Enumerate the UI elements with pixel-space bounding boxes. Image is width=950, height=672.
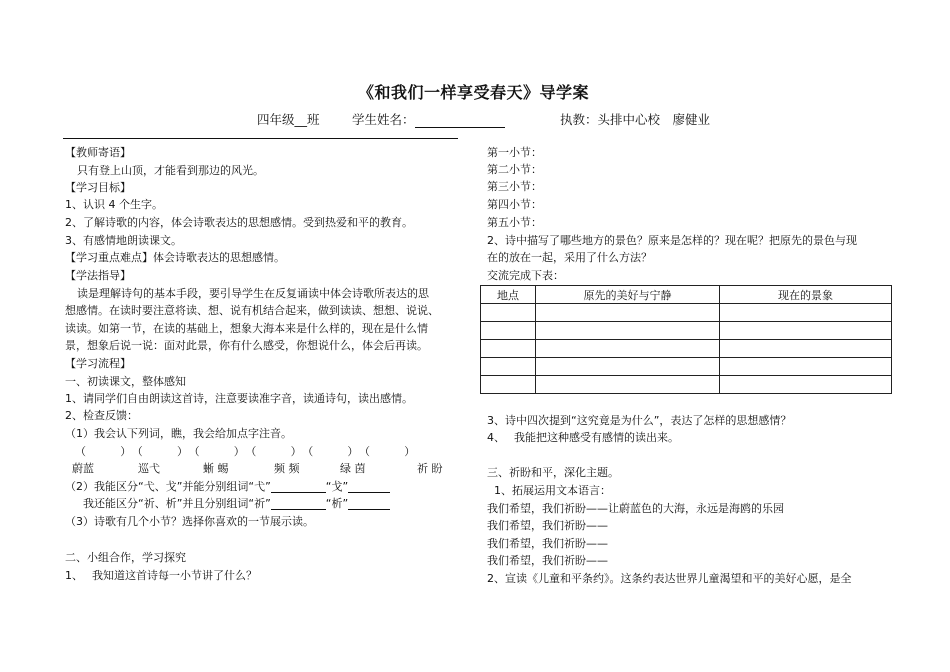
answer-blank[interactable]	[348, 498, 390, 510]
table-cell[interactable]	[536, 340, 720, 358]
pinyin-blanks[interactable]: （ ） （ ） （ ） （ ） （ ） （ ）	[75, 445, 416, 458]
section-summary-label: 第五小节：	[487, 216, 542, 229]
table-cell[interactable]	[536, 322, 720, 340]
hope-line: 我们希望，我们祈盼——	[487, 554, 608, 567]
question-2-line: 2、诗中描写了哪些地方的景色？原来是怎样的？现在呢？把原先的景色与现	[487, 234, 857, 247]
goals-heading: 【学习目标】	[65, 181, 131, 194]
table-cell[interactable]	[481, 358, 536, 376]
table-cell[interactable]	[536, 304, 720, 322]
answer-blank[interactable]	[348, 481, 390, 493]
table-cell[interactable]	[481, 340, 536, 358]
section-summary-label: 第二小节：	[487, 163, 542, 176]
vocab-word: 祈 盼	[417, 462, 443, 475]
table-instruction: 交流完成下表：	[487, 269, 564, 282]
section-summary-label: 第四小节：	[487, 198, 542, 211]
goal-item: 3、有感情地朗读课文。	[65, 234, 182, 247]
table-header-row	[481, 286, 892, 304]
vocab-word: 蜥 蜴	[203, 462, 229, 475]
table-row[interactable]	[481, 358, 892, 376]
method-line: 读是理解诗句的基本手段，要引导学生在反复诵读中体会诗歌所表达的思	[77, 287, 429, 300]
method-line: 读读。如第一节，在读的基础上，想象大海本来是什么样的，现在是什么情	[65, 322, 428, 335]
section-2-heading: 二、小组合作，学习探究	[65, 551, 186, 564]
section-summary-label: 第三小节：	[487, 180, 542, 193]
section-1-heading: 一、初读课文，整体感知	[65, 375, 186, 388]
pinyin-instruction: （1）我会认下列词，瞧，我会给加点字注音。	[65, 427, 292, 440]
distinguish-line-2: 我还能区分“祈、析”并且分别组词“祈” “析”	[83, 497, 390, 510]
table-cell[interactable]	[720, 340, 892, 358]
student-name-blank[interactable]	[415, 116, 505, 128]
scenery-table	[480, 285, 892, 394]
table-cell[interactable]	[720, 358, 892, 376]
distinguish-line-1: （2）我能区分“弋、戈”并能分别组词“弋” “戈”	[65, 480, 390, 493]
section-2-question-1: 1、 我知道这首诗每一小节讲了什么？	[65, 569, 257, 582]
hope-line: 我们希望，我们祈盼——让蔚蓝色的大海，永远是海鸥的乐园	[487, 502, 784, 515]
answer-blank[interactable]	[271, 498, 326, 510]
table-header: 现在的景象	[720, 286, 892, 304]
table-cell[interactable]	[536, 358, 720, 376]
table-row[interactable]	[481, 304, 892, 322]
table-row[interactable]	[481, 376, 892, 394]
page-title: 《和我们一样享受春天》导学案	[358, 83, 590, 102]
section-1-item: 1、请同学们自由朗读这首诗，注意要读准字音，读通诗句，读出感情。	[65, 392, 413, 405]
section-summary-label: 第一小节：	[487, 146, 542, 159]
teacher-message-heading: 【教师寄语】	[65, 146, 131, 159]
question-2-line: 在的放在一起，采用了什么方法？	[487, 251, 652, 264]
teacher-info: 执教：头排中心校 廖健业	[560, 112, 711, 127]
method-line: 景，想象后说一说：面对此景，你有什么感受，你想说什么，体会后再读。	[65, 339, 428, 352]
section-3-subheading: 1、拓展运用文本语言：	[494, 484, 611, 497]
question-sections: （3）诗歌有几个小节？选择你喜欢的一节展示读。	[65, 515, 314, 528]
table-row[interactable]	[481, 322, 892, 340]
method-line: 想感情。在读时要注意将读、想、说有机结合起来，做到读读、想想、说说、	[65, 304, 439, 317]
question-3: 3、诗中四次提到“这究竟是为什么”，表达了怎样的思想感情？	[487, 414, 792, 427]
vocab-word: 绿 茵	[340, 462, 366, 475]
hope-line: 我们希望，我们祈盼——	[487, 537, 608, 550]
question-4: 4、 我能把这种感受有感情的读出来。	[487, 431, 679, 444]
key-points: 【学习重点难点】体会诗歌表达的思想感情。	[65, 251, 285, 264]
table-row[interactable]	[481, 340, 892, 358]
hope-line: 我们希望，我们祈盼——	[487, 519, 608, 532]
goal-item: 1、认识 4 个生字。	[65, 198, 163, 211]
student-name-label: 学生姓名：	[352, 110, 505, 128]
table-header: 地点	[481, 286, 536, 304]
vocab-word: 蔚蓝	[72, 462, 94, 475]
answer-blank[interactable]	[271, 481, 326, 493]
table-cell[interactable]	[720, 322, 892, 340]
section-3-heading: 三、祈盼和平，深化主题。	[487, 466, 619, 479]
table-cell[interactable]	[481, 376, 536, 394]
table-cell[interactable]	[536, 376, 720, 394]
table-cell[interactable]	[720, 376, 892, 394]
header-divider	[63, 138, 458, 139]
treaty-line: 2、宣读《儿童和平条约》。这条约表达世界儿童渴望和平的美好心愿，是全	[487, 572, 852, 585]
grade-class: 四年级__班	[257, 112, 320, 127]
process-heading: 【学习流程】	[65, 357, 131, 370]
section-1-item: 2、检查反馈：	[65, 409, 138, 422]
vocab-word: 巡弋	[138, 462, 160, 475]
table-header: 原先的美好与宁静	[536, 286, 720, 304]
goal-item: 2、了解诗歌的内容，体会诗歌表达的思想感情。受到热爱和平的教育。	[65, 216, 413, 229]
table-cell[interactable]	[481, 304, 536, 322]
table-cell[interactable]	[720, 304, 892, 322]
teacher-message: 只有登上山顶，才能看到那边的风光。	[77, 164, 264, 177]
method-heading: 【学法指导】	[65, 269, 131, 282]
vocab-word: 频 频	[274, 462, 300, 475]
table-cell[interactable]	[481, 322, 536, 340]
